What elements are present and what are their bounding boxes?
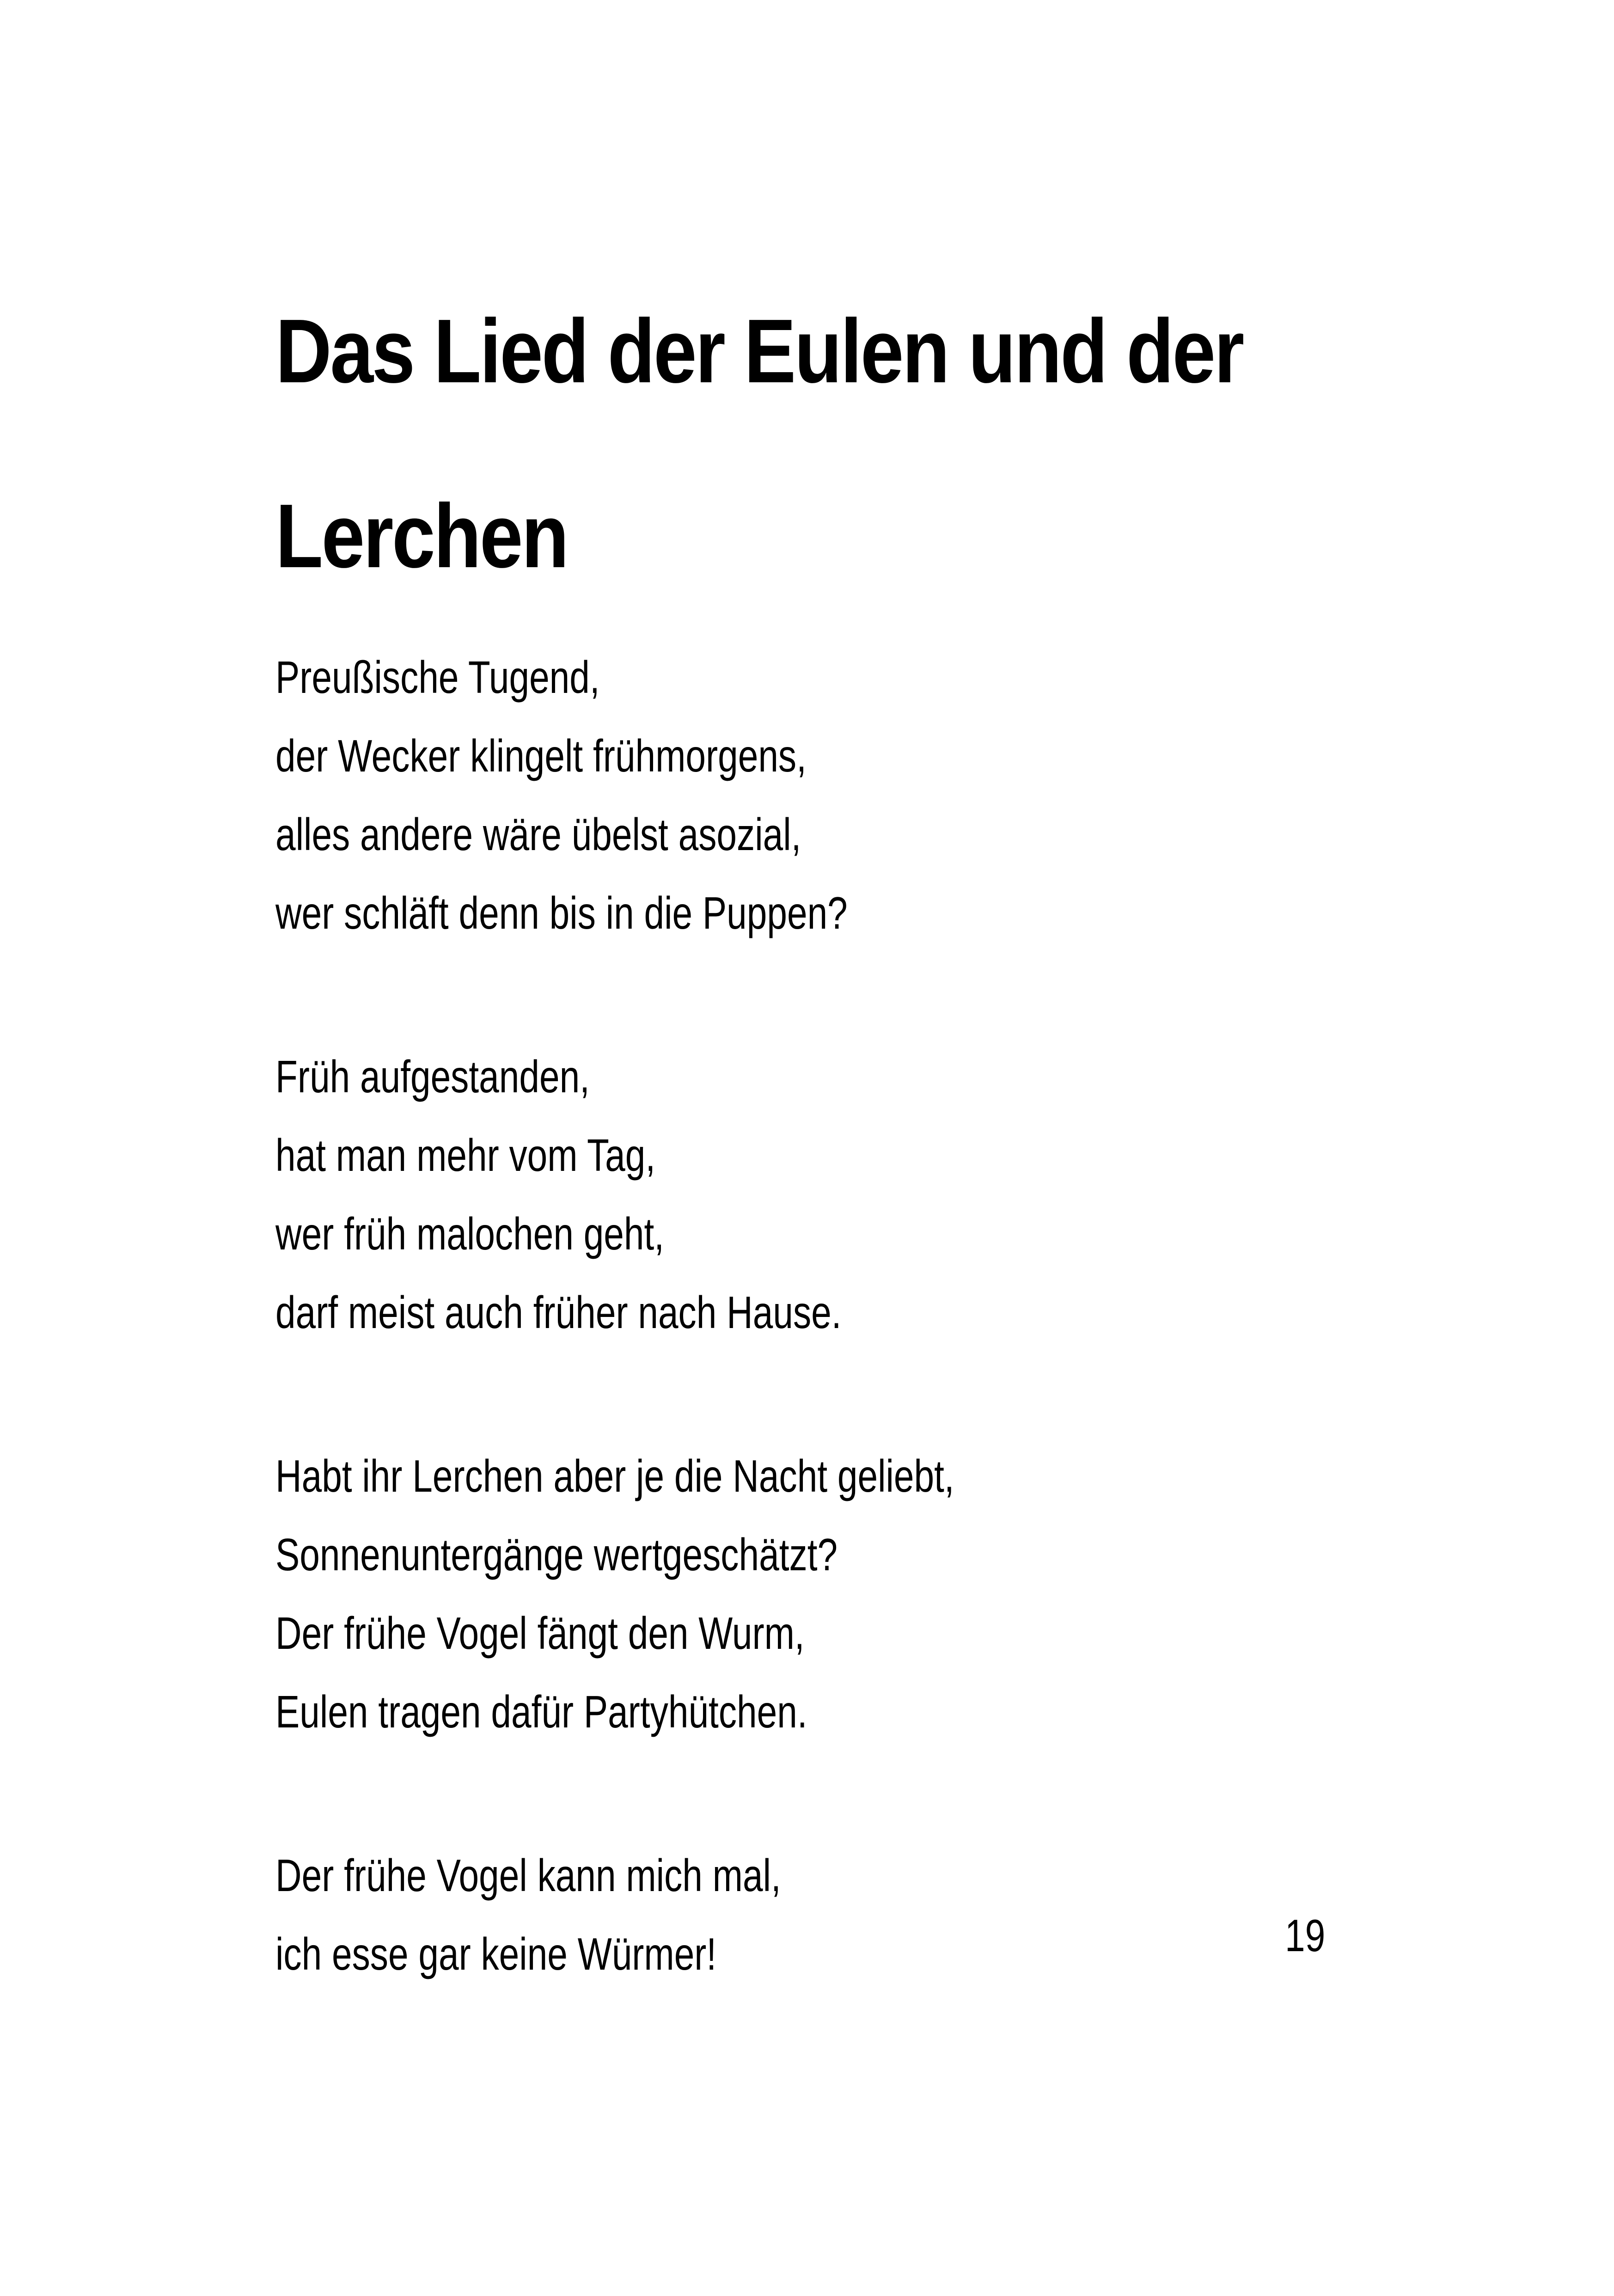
verse-line: darf meist auch früher nach Hause.: [275, 1287, 842, 1338]
page-number: 19: [1285, 1910, 1326, 1961]
verse-line: ich esse gar keine Würmer!: [275, 1929, 717, 1979]
verse-line: alles andere wäre übelst asozial,: [275, 809, 801, 860]
poem-title-line-2: Lerchen: [275, 485, 568, 587]
poem-body: [275, 638, 1385, 2078]
stanza-1: [275, 638, 1385, 952]
verse-line: der Wecker klingelt frühmorgens,: [275, 730, 807, 781]
verse-line: Früh aufgestanden,: [275, 1051, 590, 1102]
stanza-3: [275, 1437, 1385, 1751]
verse-line: Habt ihr Lerchen aber je die Nacht geliebt,: [275, 1451, 954, 1501]
verse-line: Der frühe Vogel kann mich mal,: [275, 1850, 781, 1901]
poem-title: [275, 259, 1269, 629]
verse-line: Sonnenuntergänge wertgeschätzt?: [275, 1529, 838, 1580]
verse-line: wer schläft denn bis in die Puppen?: [275, 888, 848, 938]
stanza-2: [275, 1037, 1385, 1352]
poem-title-line-1: Das Lied der Eulen und der: [275, 300, 1243, 402]
verse-line: hat man mehr vom Tag,: [275, 1130, 656, 1181]
verse-line: Preußische Tugend,: [275, 652, 600, 703]
verse-line: wer früh malochen geht,: [275, 1208, 665, 1259]
verse-line: Der frühe Vogel fängt den Wurm,: [275, 1608, 805, 1659]
verse-line: Eulen tragen dafür Partyhütchen.: [275, 1686, 807, 1737]
stanza-4: [275, 1836, 1385, 1993]
